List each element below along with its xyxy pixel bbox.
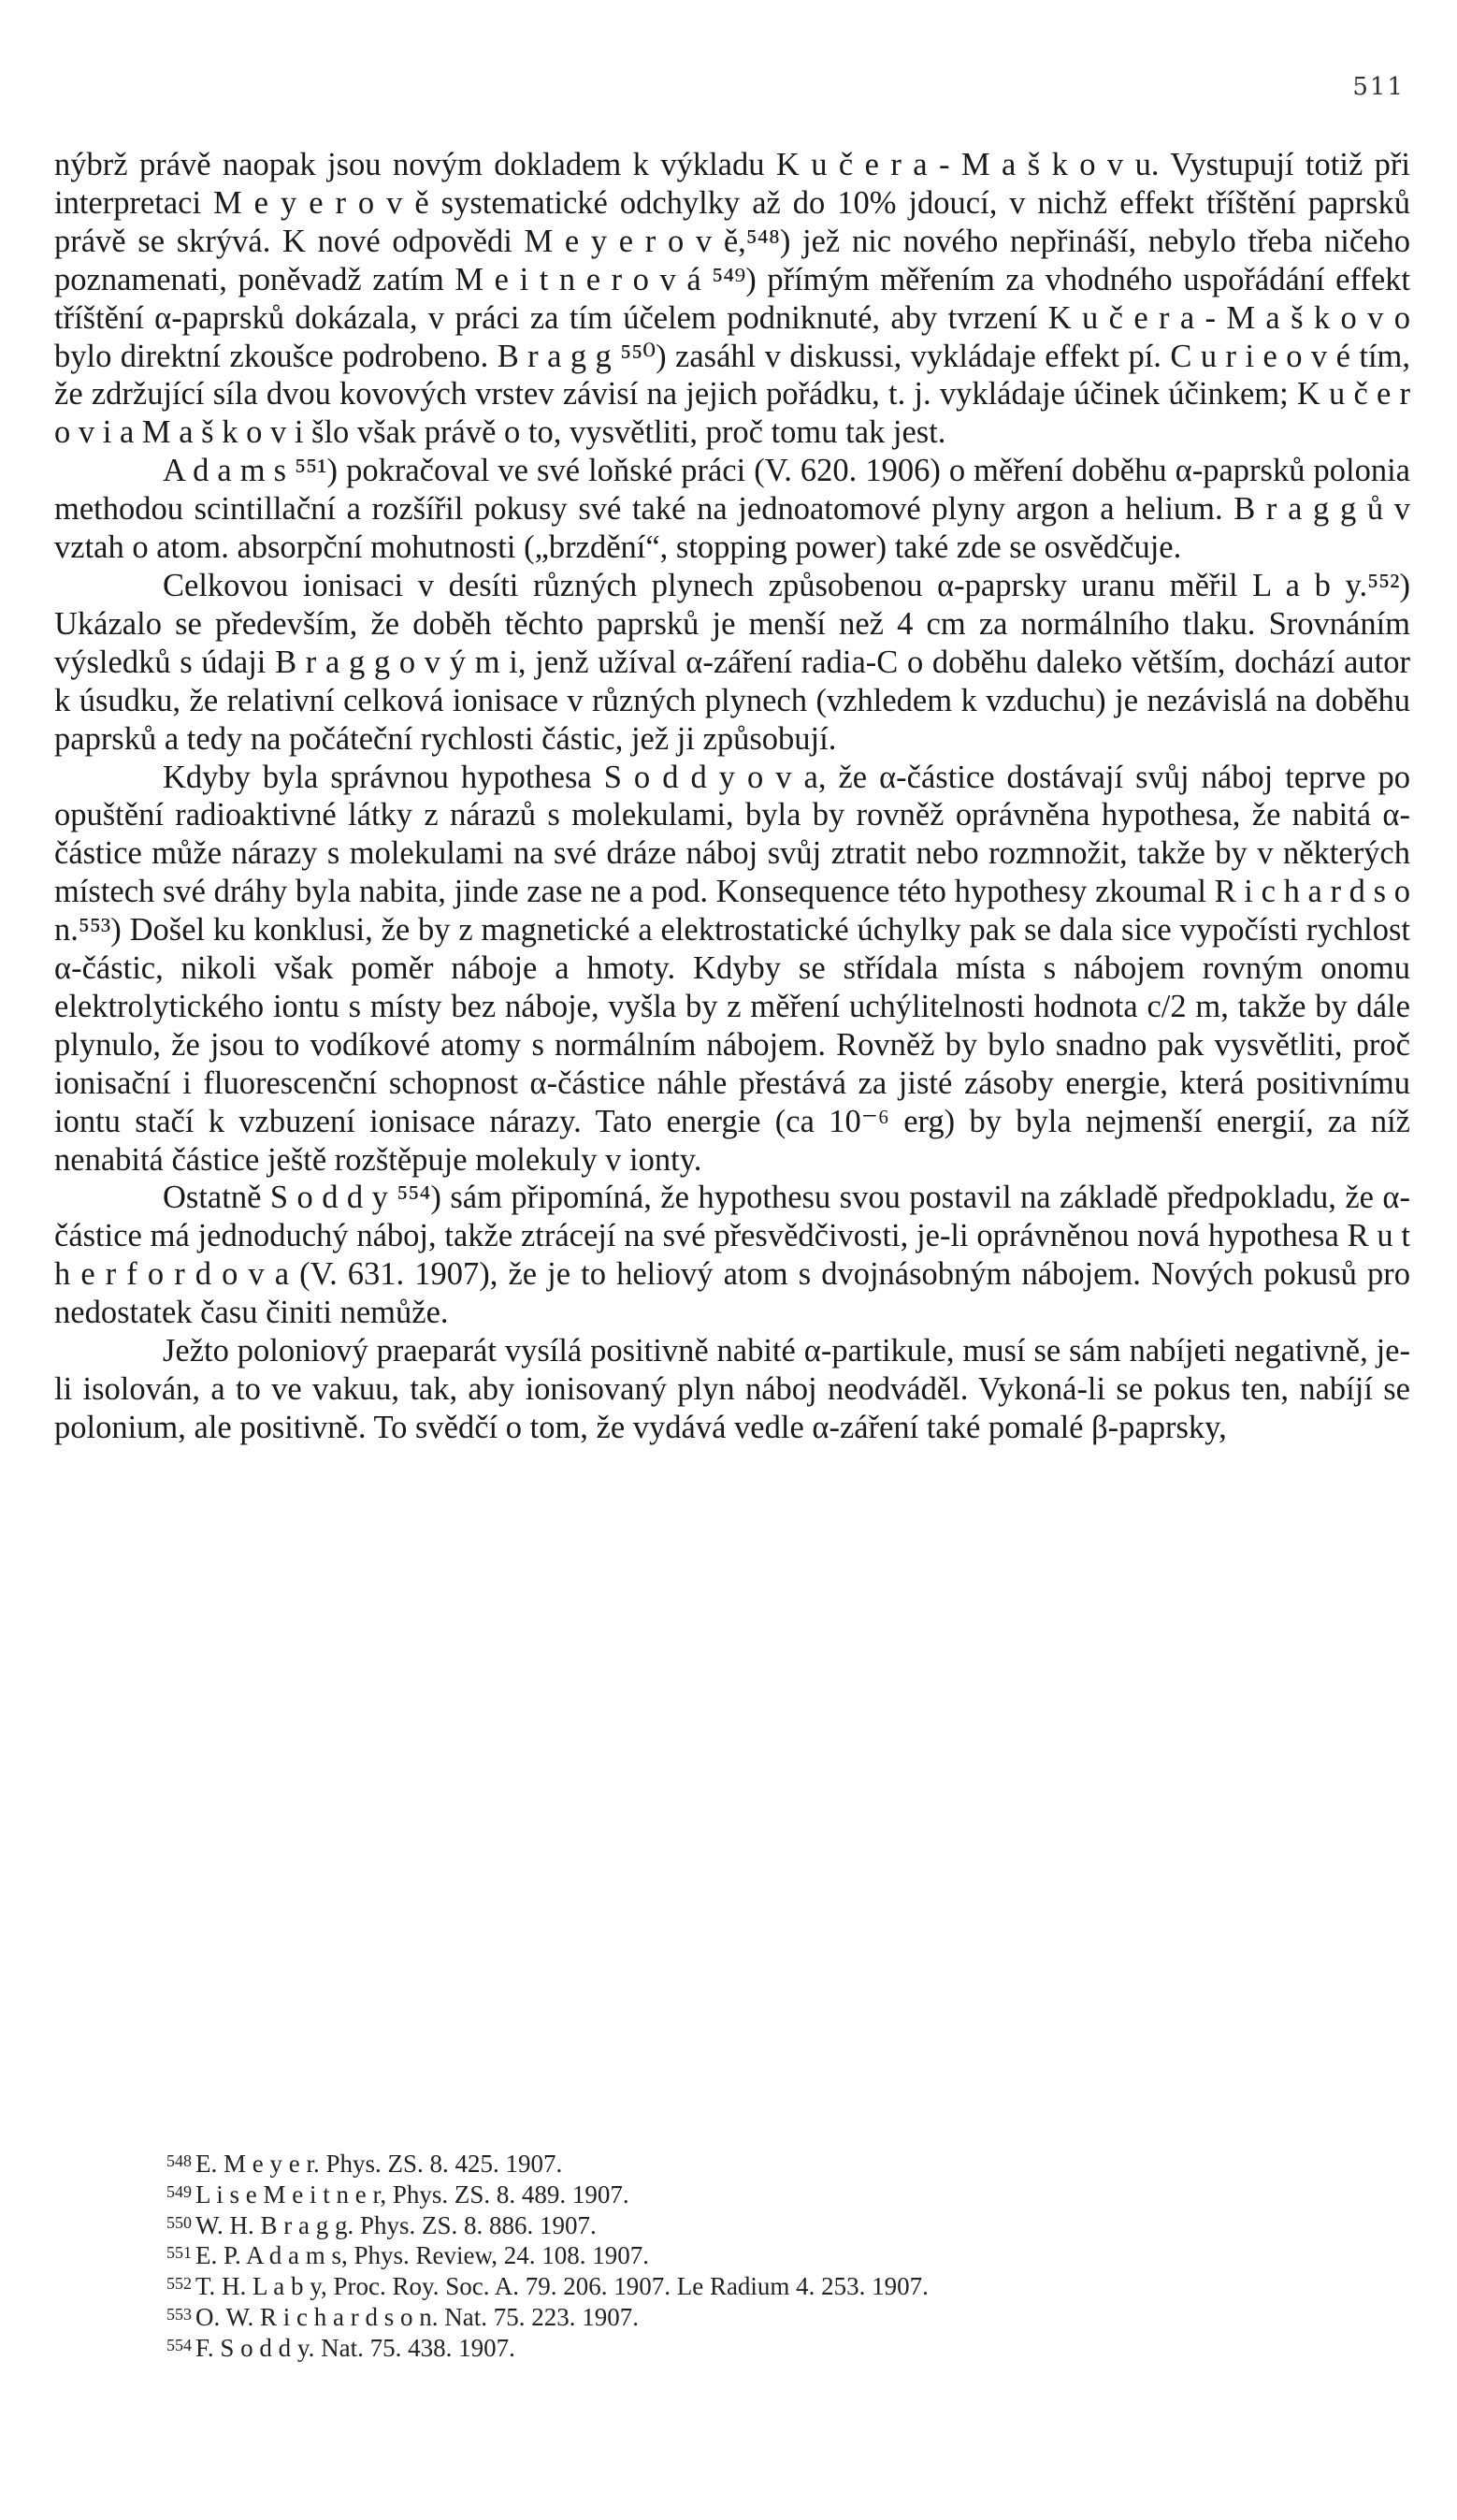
footnote-number: 549 xyxy=(166,2181,192,2201)
paragraph: Ostatně S o d d y ⁵⁵⁴) sám připomíná, že hypothesu svou postavil na základě předpokladu, že α-částice má jednoduchý náboj, takže ztrácejí na své přesvědčivosti, je-li oprávněnou nová hypothesa R u t h e r f o r d o v a (V. 631. 1907), že je to heliový atom s dvojnásobným nábojem. Nových pokusů pro nedostatek času činiti nemůže. xyxy=(54,1180,1410,1331)
footnote-text: E. M e y e r. Phys. ZS. 8. 425. 1907. xyxy=(195,2150,563,2178)
footnote-number: 552 xyxy=(166,2274,192,2294)
paragraph: Kdyby byla správnou hypothesa S o d d y o v a, že α-částice dostávají svůj náboj teprve po opuštění radioaktivné látky z nárazů s molekulami, byla by rovněž oprávněna hypothesa, že nabitá α-částice může nárazy s molekulami na své dráze náboj svůj ztratit nebo rozmnožit, takže by v některých místech své dráhy byla nabita, jinde zase ne a pod. Konsequence této hypothesy zkoumal R i c h a r d s o n.⁵⁵³) Došel ku konklusi, že by z magnetické a elektrostatické úchylky pak se dala sice vypočísti rychlost α-částic, nikoli však poměr náboje a hmoty. Kdyby se střídala místa s nábojem rovným onomu elektrolytického iontu s místy bez náboje, vyšla by z měření uchýlitelnosti hodnota c/2 m, takže by dále plynulo, že jsou to vodíkové atomy s normálním nábojem. Rovněž by bylo snadno pak vysvětliti, proč ionisační i fluorescenční schopnost α-částice náhle přestává za jisté zásoby energie, která positivnímu iontu stačí k vzbuzení ionisace nárazy. Tato energie (ca 10⁻⁶ erg) by byla nejmenší energií, za níž nenabitá částice ještě rozštěpuje molekuly v ionty. xyxy=(54,759,1410,1178)
footnote xyxy=(166,2179,1420,2209)
footnote-text: F. S o d d y. Nat. 75. 438. 1907. xyxy=(195,2333,515,2362)
footnote-number: 551 xyxy=(166,2243,192,2263)
paragraph: Ježto poloniový praeparát vysílá positivně nabité α-partikule, musí se sám nabíjeti negativně, je-li isolován, a to ve vakuu, tak, aby ionisovaný plyn náboj neodváděl. Vykoná-li se pokus ten, nabíjí se polonium, ale positivně. To svědčí o tom, že vydává vedle α-záření také pomalé β-paprsky, xyxy=(54,1333,1410,1445)
footnote-text: T. H. L a b y, Proc. Roy. Soc. A. 79. 206. 1907. Le Radium 4. 253. 1907. xyxy=(195,2272,929,2301)
footnote xyxy=(166,2301,1420,2332)
body-text xyxy=(54,146,1410,1447)
footnotes xyxy=(166,2148,1420,2363)
footnote-text: W. H. B r a g g. Phys. ZS. 8. 886. 1907. xyxy=(195,2210,597,2239)
paragraph: A d a m s ⁵⁵¹) pokračoval ve své loňské práci (V. 620. 1906) o měření doběhu α-paprsků polonia methodou scintillační a rozšířil pokusy své také na jednoatomové plyny argon a helium. B r a g g ů v vztah o atom. absorpční mohutnosti („brzdění“, stopping power) také zde se osvědčuje. xyxy=(54,453,1410,566)
footnote xyxy=(166,2209,1420,2240)
footnote-text: O. W. R i c h a r d s o n. Nat. 75. 223. 1907. xyxy=(195,2302,639,2331)
footnote xyxy=(166,2270,1420,2301)
paragraph: Celkovou ionisaci v desíti různých plynech způsobenou α-paprsky uranu měřil L a b y.⁵⁵²) Ukázalo se především, že doběh těchto paprsků je menší než 4 cm za normálního tlaku. Srovnáním výsledků s údaji B r a g g o v ý m i, jenž užíval α-záření radia-C o doběhu daleko větším, dochází autor k úsudku, že relativní celková ionisace v různých plynech (vzhledem k vzduchu) je nezávislá na doběhu paprsků a tedy na počáteční rychlosti částic, jež ji způsobují. xyxy=(54,567,1410,757)
paragraph: nýbrž právě naopak jsou novým dokladem k výkladu K u č e r a - M a š k o v u. Vystupují totiž při interpretaci M e y e r o v ě systematické odchylky až do 10% jdoucí, v nichž effekt tříštění paprsků právě se skrývá. K nové odpovědi M e y e r o v ě,⁵⁴⁸) jež nic nového nepřináší, nebylo třeba ničeho poznamenati, poněvadž zatím M e i t n e r o v á ⁵⁴⁹) přímým měřením za vhodného uspořádání effekt tříštění α-paprsků dokázala, v práci za tím účelem podniknuté, aby tvrzení K u č e r a - M a š k o v o bylo direktní zkoušce podrobeno. B r a g g ⁵⁵⁰) zasáhl v diskussi, vykládaje effekt pí. C u r i e o v é tím, že zdržující síla dvou kovových vrstev závisí na jejich pořádku, t. j. vykládaje účinek účinkem; K u č e r o v i a M a š k o v i šlo však právě o to, vysvětliti, proč tomu tak jest. xyxy=(54,147,1410,451)
page-number: 511 xyxy=(1352,73,1405,101)
footnote xyxy=(166,2239,1420,2270)
footnote-text: E. P. A d a m s, Phys. Review, 24. 108. 1907. xyxy=(195,2241,650,2270)
footnote xyxy=(166,2332,1420,2363)
footnote-number: 548 xyxy=(166,2151,192,2170)
footnote-text: L i s e M e i t n e r, Phys. ZS. 8. 489. 1907. xyxy=(195,2180,629,2209)
footnote xyxy=(166,2148,1420,2179)
footnote-number: 554 xyxy=(166,2335,192,2354)
footnote-number: 553 xyxy=(166,2304,192,2324)
footnote-number: 550 xyxy=(166,2212,192,2232)
